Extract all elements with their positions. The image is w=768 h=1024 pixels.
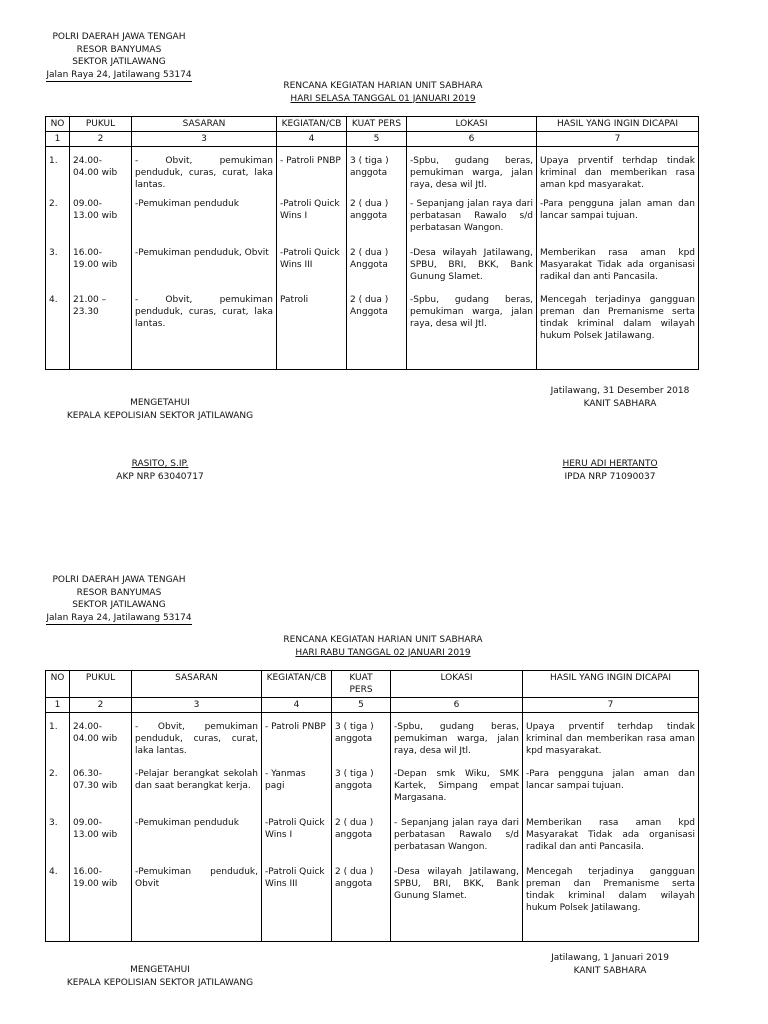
col-header: KEGIATAN/CB: [277, 117, 347, 132]
col-number: 6: [391, 698, 523, 713]
cell-kuat-pers: 2 ( dua ) Anggota: [347, 245, 407, 292]
cell-lokasi: -Spbu, gudang beras, pemukiman warga, jalan raya, desa wil Jtl.: [391, 713, 523, 766]
col-number: 5: [347, 132, 407, 147]
kanit-name: HERU ADI HERTANTO: [562, 459, 658, 469]
cell-kuat-pers: 3 ( tiga ) anggota: [347, 147, 407, 196]
col-number: 3: [132, 698, 262, 713]
kapolsek-title: KEPALA KEPOLISIAN SEKTOR JATILAWANG: [66, 977, 254, 988]
kapolsek-nrp: AKP NRP 63040717: [116, 471, 204, 482]
col-header: HASIL YANG INGIN DICAPAI: [537, 117, 699, 132]
cell-sasaran: -Pelajar berangkat sekolah dan saat berangkat kerja.: [132, 766, 262, 815]
place-date: Jatilawang, 31 Desember 2018: [550, 386, 690, 396]
cell-sasaran: - Obvit, pemukiman penduduk, curas, curat, laka lantas.: [132, 147, 277, 196]
cell-sasaran: -Pemukiman penduduk: [132, 196, 277, 245]
col-header: LOKASI: [407, 117, 537, 132]
cell-hasil: Upaya prventif terhdap tindak kriminal dan memberikan rasa aman kpd masyarakat.: [537, 147, 699, 196]
cell-no: 4.: [46, 864, 70, 942]
cell-kegiatan: -Patroli Quick Wins I: [262, 815, 332, 864]
cell-sasaran: -Pemukiman penduduk: [132, 815, 262, 864]
col-number: 2: [70, 132, 132, 147]
col-header: SASARAN: [132, 671, 262, 698]
cell-kuat-pers: 3 ( tiga ) anggota: [332, 713, 391, 766]
cell-kegiatan: -Patroli Quick Wins III: [277, 245, 347, 292]
col-header: SASARAN: [132, 117, 277, 132]
cell-pukul: 16.00- 19.00 wib: [70, 864, 132, 942]
letterhead-line-3: SEKTOR JATILAWANG: [72, 57, 166, 67]
col-header: KEGIATAN/CB: [262, 671, 332, 698]
col-number: 2: [70, 698, 132, 713]
plan-title: RENCANA KEGIATAN HARIAN UNIT SABHARA: [283, 81, 483, 91]
cell-no: 4.: [46, 292, 70, 370]
cell-no: 2.: [46, 196, 70, 245]
cell-no: 1.: [46, 147, 70, 196]
cell-pukul: 09.00- 13.00 wib: [70, 196, 132, 245]
table-row: [46, 292, 699, 370]
cell-no: 1.: [46, 713, 70, 766]
table-row: [46, 147, 699, 196]
col-number: 6: [407, 132, 537, 147]
cell-hasil: Mencegah terjadinya gangguan preman dan Premanisme serta tindak kriminal dalam wilayah hukum Polsek Jatilawang.: [537, 292, 699, 370]
table-row: [46, 196, 699, 245]
col-number: 4: [262, 698, 332, 713]
table-row: [46, 815, 699, 864]
kapolsek-name-block: [80, 458, 240, 483]
cell-hasil: Memberikan rasa aman kpd Masyarakat Tidak ada organisasi radikal dan anti Pancasila.: [537, 245, 699, 292]
cell-sasaran: - Obvit, pemukiman penduduk, curas, curat, laka lantas.: [132, 713, 262, 766]
kanit-title: KANIT SABHARA: [573, 965, 647, 976]
letterhead-address: Jalan Raya 24, Jatilawang 53174: [46, 612, 192, 623]
plan-subtitle: HARI RABU TANGGAL 02 JANUARI 2019: [295, 647, 471, 658]
mengetahui-label: MENGETAHUI: [130, 398, 190, 408]
cell-no: 3.: [46, 815, 70, 864]
cell-pukul: 16.00- 19.00 wib: [70, 245, 132, 292]
cell-kegiatan: -Patroli Quick Wins I: [277, 196, 347, 245]
kanit-name-block: [530, 458, 690, 483]
table-row: [46, 713, 699, 766]
table-row: [46, 766, 699, 815]
activity-table: [45, 116, 699, 370]
cell-no: 2.: [46, 766, 70, 815]
col-header: HASIL YANG INGIN DICAPAI: [523, 671, 699, 698]
cell-kegiatan: - Patroli PNBP: [277, 147, 347, 196]
kapolsek-signature-block: [40, 964, 280, 989]
cell-lokasi: -Desa wilayah Jatilawang, SPBU, BRI, BKK, Bank Gunung Slamet.: [391, 864, 523, 942]
col-header: NO: [46, 671, 70, 698]
cell-lokasi: - Sepanjang jalan raya dari perbatasan Rawalo s/d perbatasan Wangon.: [391, 815, 523, 864]
col-header: PUKUL: [70, 671, 132, 698]
cell-kuat-pers: 2 ( dua ) anggota: [332, 864, 391, 942]
kapolsek-signature-block: [40, 397, 280, 422]
cell-no: 3.: [46, 245, 70, 292]
column-number-row: [46, 698, 699, 713]
cell-sasaran: - Obvit, pemukiman penduduk, curas, curat, laka lantas.: [132, 292, 277, 370]
cell-pukul: 24.00- 04.00 wib: [70, 147, 132, 196]
cell-kegiatan: - Yanmas pagi: [262, 766, 332, 815]
place-date: Jatilawang, 1 Januari 2019: [551, 953, 669, 963]
letterhead-address: Jalan Raya 24, Jatilawang 53174: [46, 69, 192, 80]
cell-kuat-pers: 2 ( dua ) anggota: [332, 815, 391, 864]
kanit-title: KANIT SABHARA: [583, 398, 657, 409]
col-header: LOKASI: [391, 671, 523, 698]
letterhead-line-3: SEKTOR JATILAWANG: [72, 600, 166, 610]
letterhead: [40, 574, 198, 624]
letterhead-line-2: RESOR BANYUMAS: [76, 587, 162, 598]
letterhead-line-2: RESOR BANYUMAS: [76, 44, 162, 55]
col-header: KUAT PERS: [332, 671, 391, 698]
cell-hasil: -Para pengguna jalan aman dan lancar sampai tujuan.: [537, 196, 699, 245]
cell-lokasi: -Desa wilayah Jatilawang, SPBU, BRI, BKK, Bank Gunung Slamet.: [407, 245, 537, 292]
plan-subtitle: HARI SELASA TANGGAL 01 JANUARI 2019: [290, 93, 476, 104]
cell-pukul: 06.30- 07.30 wib: [70, 766, 132, 815]
table-header-row: [46, 117, 699, 132]
kanit-signature-block: [510, 952, 710, 977]
cell-lokasi: -Spbu, gudang beras, pemukiman warga, jalan raya, desa wil Jtl.: [407, 292, 537, 370]
col-number: 1: [46, 698, 70, 713]
kanit-signature-block: [520, 385, 720, 410]
col-header: PUKUL: [70, 117, 132, 132]
letterhead-line-1: POLRI DAERAH JAWA TENGAH: [52, 32, 186, 42]
col-number: 5: [332, 698, 391, 713]
kapolsek-name: RASITO, S.IP.: [131, 459, 189, 469]
cell-hasil: Memberikan rasa aman kpd Masyarakat Tidak ada organisasi radikal dan anti Pancasila.: [523, 815, 699, 864]
cell-pukul: 21.00 – 23.30: [70, 292, 132, 370]
activity-table: [45, 670, 699, 942]
cell-pukul: 24.00- 04.00 wib: [70, 713, 132, 766]
table-header-row: [46, 671, 699, 698]
plan-title-block: [233, 634, 533, 659]
table-row: [46, 245, 699, 292]
cell-kuat-pers: 3 ( tiga ) anggota: [332, 766, 391, 815]
col-header: NO: [46, 117, 70, 132]
plan-title-block: [233, 80, 533, 105]
table-row: [46, 864, 699, 942]
letterhead: [40, 31, 198, 81]
letterhead-line-1: POLRI DAERAH JAWA TENGAH: [52, 575, 186, 585]
column-number-row: [46, 132, 699, 147]
cell-hasil: Upaya prventif terhdap tindak kriminal dan memberikan rasa aman kpd masyarakat.: [523, 713, 699, 766]
cell-pukul: 09.00- 13.00 wib: [70, 815, 132, 864]
col-number: 7: [537, 132, 699, 147]
cell-sasaran: -Pemukiman penduduk, Obvit: [132, 864, 262, 942]
cell-lokasi: -Depan smk Wiku, SMK Kartek, Simpang empat Margasana.: [391, 766, 523, 815]
col-number: 1: [46, 132, 70, 147]
col-number: 4: [277, 132, 347, 147]
col-header: KUAT PERS: [347, 117, 407, 132]
cell-sasaran: -Pemukiman penduduk, Obvit: [132, 245, 277, 292]
cell-kuat-pers: 2 ( dua ) Anggota: [347, 292, 407, 370]
kapolsek-title: KEPALA KEPOLISIAN SEKTOR JATILAWANG: [66, 410, 254, 421]
cell-kegiatan: - Patroli PNBP: [262, 713, 332, 766]
cell-kuat-pers: 2 ( dua ) anggota: [347, 196, 407, 245]
col-number: 7: [523, 698, 699, 713]
col-number: 3: [132, 132, 277, 147]
kanit-nrp: IPDA NRP 71090037: [564, 471, 656, 482]
cell-kegiatan: Patroli: [277, 292, 347, 370]
cell-kegiatan: -Patroli Quick Wins III: [262, 864, 332, 942]
cell-lokasi: -Spbu, gudang beras, pemukiman warga, jalan raya, desa wil Jtl.: [407, 147, 537, 196]
plan-title: RENCANA KEGIATAN HARIAN UNIT SABHARA: [283, 635, 483, 645]
cell-hasil: Mencegah terjadinya gangguan preman dan Premanisme serta tindak kriminal dalam wilayah hukum Polsek Jatilawang.: [523, 864, 699, 942]
cell-hasil: -Para pengguna jalan aman dan lancar sampai tujuan.: [523, 766, 699, 815]
cell-lokasi: - Sepanjang jalan raya dari perbatasan Rawalo s/d perbatasan Wangon.: [407, 196, 537, 245]
mengetahui-label: MENGETAHUI: [130, 965, 190, 975]
